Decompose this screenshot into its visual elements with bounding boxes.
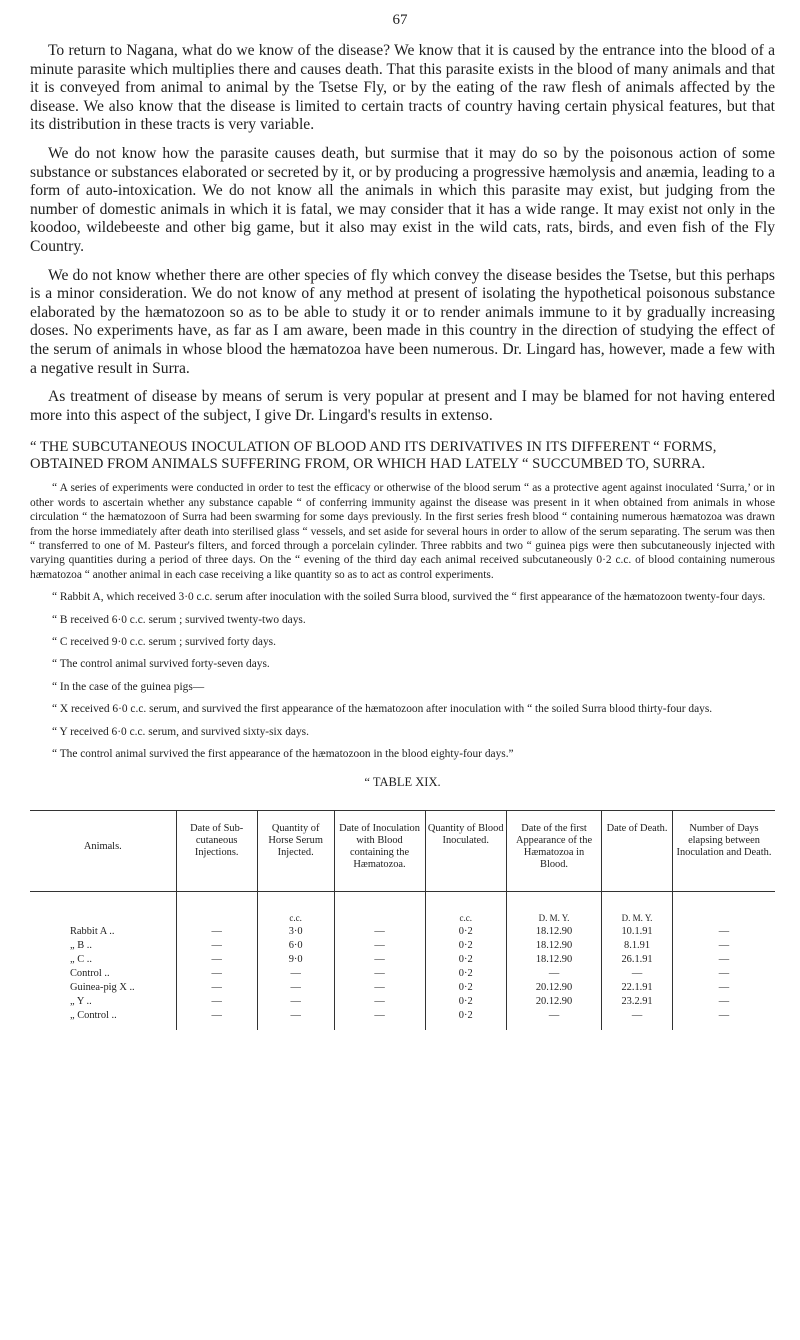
cell: 6·0 [257,939,334,953]
cell-animal: „ Y .. [70,995,92,1007]
table-row [30,953,775,967]
paragraph: To return to Nagana, what do we know of the disease? We know that it is caused by the entrance into the blood of a minute parasite which multiplies there and causes death. That this parasite exists in the blood of many animals and that it is conveyed from animal to animal by the Tsetse Fly, or by the eating of the raw flesh of animals affected by the disease. We also know that the disease is limited to certain tracts of country having certain physical features, but that its distribution in these tracts is very variable. [30,42,775,134]
cell: — [334,925,425,939]
quoted-heading: “ THE SUBCUTANEOUS INOCULATION OF BLOOD AND ITS DERIVATIVES IN ITS DIFFERENT “ FORMS, OBTAINED FROM ANIMALS SUFFERING FROM, OR WHICH HAD LATELY “ SUCCUMBED TO, SURRA. [30,439,717,473]
quote-paragraph: “ The control animal survived the first appearance of the hæmatozoon in the blood eighty-four days.” [52,747,514,760]
quoted-report [30,481,775,761]
unit-cell [672,891,775,925]
table-title: “ TABLE XIX. [364,775,441,790]
cell: 18.12.90 [506,939,601,953]
table-row [30,967,775,981]
cell-animal: Control .. [70,967,110,979]
cell: — [334,995,425,1009]
cell: — [176,953,257,967]
cell: 10.1.91 [602,925,673,939]
cell: 9·0 [257,953,334,967]
cell: — [672,981,775,995]
cell: — [176,1009,257,1030]
cell: — [176,967,257,981]
header-days-elapsed: Number of Days elapsing between Inoculation and Death. [672,810,775,891]
cell: — [176,981,257,995]
cell: — [334,1009,425,1030]
table-row [30,981,775,995]
cell: — [257,967,334,981]
quote-paragraph: “ B received 6·0 c.c. serum ; survived twenty-two days. [52,613,306,626]
cell: — [334,953,425,967]
quote-paragraph: “ A series of experiments were conducted in order to test the efficacy or otherwise of the blood serum “ as a protective agent against inoculated ‘Surra,’ or in other words to ascertain whether any substance capable “ of conferring immunity against the disease was present in it when obtained from animals in whose circulation “ the hæmatozoon of Surra had been swarming for some days previously. In the first series fresh blood “ containing numerous hæmatozoa was drawn from the horse immediately after death into sterilised glass “ vessels, and set aside for several hours in order to allow of the serum separating. The serum was then “ transferred to one of M. Pasteur's filters, and forced through a porcelain cylinder. Three rabbits and two “ guinea pigs were then subcutaneously injected with varying quantities during a period of three days. On the “ evening of the third day each animal received subcutaneously 0·2 c.c. of blood containing numerous hæmatozoa “ another animal in each case receiving a like quantity so as to act as control experiments. [30,482,775,581]
cell-animal: Guinea-pig X .. [70,981,135,993]
cell: — [506,967,601,981]
cell: — [334,967,425,981]
cell: — [672,995,775,1009]
cell: — [672,953,775,967]
quote-paragraph: “ Y received 6·0 c.c. serum, and survived sixty-six days. [52,725,309,738]
page-number: 67 [392,12,408,28]
quote-paragraph: “ C received 9·0 c.c. serum ; survived forty days. [52,635,276,648]
cell: 0·2 [425,953,506,967]
cell: — [672,925,775,939]
cell: — [176,925,257,939]
results-table [30,810,775,1030]
quote-paragraph: “ The control animal survived forty-seven days. [52,658,270,671]
unit-cell: c.c. [257,891,334,925]
table-row [30,939,775,953]
cell: 22.1.91 [602,981,673,995]
cell: 20.12.90 [506,995,601,1009]
quote-paragraph: “ In the case of the guinea pigs— [52,680,205,693]
paragraph: As treatment of disease by means of serum is very popular at present and I may be blamed for not having entered more into this aspect of the subject, I give Dr. Lingard's results in extenso. [30,388,775,424]
cell: 3·0 [257,925,334,939]
cell: 18.12.90 [506,953,601,967]
units-row [30,891,775,925]
cell: — [334,981,425,995]
cell: 23.2.91 [602,995,673,1009]
cell: 0·2 [425,939,506,953]
cell-animal: Rabbit A .. [70,925,115,937]
cell: — [672,939,775,953]
table-header-row [30,810,775,891]
header-injection-date: Date of Sub-cutaneous Injections. [176,810,257,891]
cell: 0·2 [425,981,506,995]
cell: — [257,995,334,1009]
cell: 18.12.90 [506,925,601,939]
cell: — [506,1009,601,1030]
cell: 20.12.90 [506,981,601,995]
unit-cell [334,891,425,925]
unit-cell: D. M. Y. [506,891,601,925]
cell-animal: „ B .. [70,939,92,951]
cell: — [176,995,257,1009]
header-blood-quantity: Quantity of Blood Inoculated. [425,810,506,891]
cell: — [602,967,673,981]
header-serum-quantity: Quantity of Horse Serum Injected. [257,810,334,891]
cell: — [257,1009,334,1030]
header-inoculation-date: Date of Inoculation with Blood containing the Hæmatozoa. [334,810,425,891]
cell: 0·2 [425,995,506,1009]
cell: 0·2 [425,1009,506,1030]
header-appearance-date: Date of the first Appearance of the Hæmatozoa in Blood. [506,810,601,891]
paragraph: We do not know whether there are other species of fly which convey the disease besides the Tsetse, but this perhaps is a minor consideration. We do not know of any method at present of isolating the hypothetical poisonous substance elaborated by the hæmatozoon so as to be able to study it or to render animals immune to it by gradually increasing doses. No experiments have, as far as I am aware, been made in this country in the direction of studying the effect of the serum of animals in whose blood the hæmatozoa have been numerous. Dr. Lingard has, however, made a few with a negative result in Surra. [30,266,775,377]
header-death-date: Date of Death. [602,810,673,891]
main-text [30,42,775,1030]
unit-cell [30,891,176,925]
cell: 8.1.91 [602,939,673,953]
cell: — [672,1009,775,1030]
table-row [30,995,775,1009]
cell: — [334,939,425,953]
paragraph: We do not know how the parasite causes death, but surmise that it may do so by the poisonous action of some substance or substances elaborated or secreted by it, or by producing a progressive hæmolysis and anæmia, leading to a form of auto-intoxication. We do not know all the animals in which this parasite may exist, but judging from the number of domestic animals in which it is fatal, we may consider that it has a wide range. It may exist not only in the koodoo, wildebeeste and other big game, but it also may exist in the wild cats, rats, birds, and even fish of the Fly Country. [30,144,775,255]
cell: — [602,1009,673,1030]
cell: — [257,981,334,995]
cell: 0·2 [425,967,506,981]
cell: — [176,939,257,953]
header-animals: Animals. [30,810,176,891]
quote-paragraph: “ Rabbit A, which received 3·0 c.c. serum after inoculation with the soiled Surra blood, survived the “ first appearance of the hæmatozoon twenty-four days. [52,591,766,604]
cell-animal: „ Control .. [70,1009,117,1021]
cell-animal: „ C .. [70,953,92,965]
cell: 26.1.91 [602,953,673,967]
quote-paragraph: “ X received 6·0 c.c. serum, and survived the first appearance of the hæmatozoon after inoculation with “ the soiled Surra blood thirty-four days. [52,703,713,716]
unit-cell: D. M. Y. [602,891,673,925]
unit-cell: c.c. [425,891,506,925]
cell: 0·2 [425,925,506,939]
cell: — [672,967,775,981]
table-row [30,1009,775,1030]
table-row [30,925,775,939]
unit-cell [176,891,257,925]
